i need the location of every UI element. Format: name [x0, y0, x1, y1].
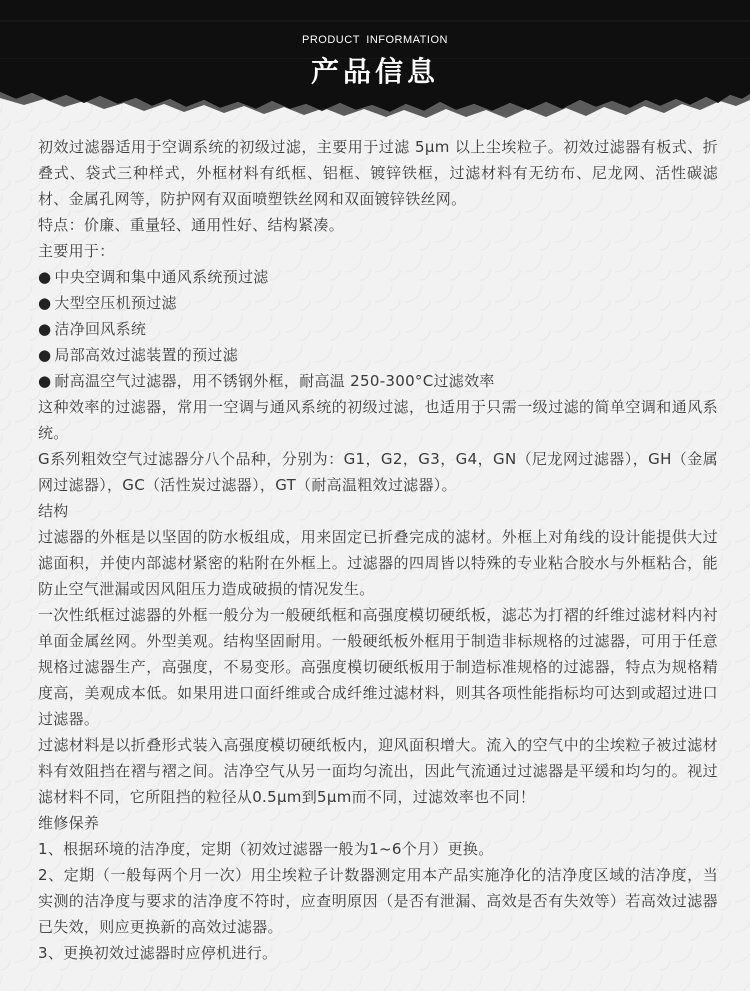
header-banner	[0, 0, 750, 120]
paper-frame-paragraph: 一次性纸框过滤器的外框一般分为一般硬纸框和高强度模切硬纸板，滤芯为打褶的纤维过滤材料内衬单面金属丝网。外型美观。结构坚固耐用。一般硬纸板外框用于制造非标规格的过滤器，可用于任意规格过滤器生产，高强度，不易变形。高强度模切硬纸板用于制造标准规格的过滤器，特点为规格精度高，美观成本低。如果用进口面纤维或合成纤维过滤材料，则其各项性能指标均可达到或超过进口过滤器。	[38, 606, 718, 728]
structure-paragraph: 过滤器的外框是以坚固的防水板组成，用来固定已折叠完成的滤材。外框上对角线的设计能提供大过滤面积，并使内部滤材紧密的粘附在外框上。过滤器的四周皆以特殊的专业粘合胶水与外框粘合，能防止空气泄漏或因风阻压力造成破损的情况发生。	[38, 528, 718, 598]
uses-heading: 主要用于：	[38, 242, 115, 260]
structure-heading: 结构	[38, 502, 69, 520]
banner-title: 产品信息	[310, 55, 439, 88]
maintenance-heading: 维修保养	[38, 814, 100, 832]
filter-material-paragraph: 过滤材料是以折叠形式装入高强度模切硬纸板内，迎风面积增大。流入的空气中的尘埃粒子被过滤材料有效阻挡在褶与褶之间。洁净空气从另一面均匀流出，因此气流通过过滤器是平缓和均匀的。视过滤材料不同，它所阻挡的粒径从0.5μm到5μm而不同，过滤效率也不同！	[38, 736, 718, 806]
maintenance-item: 1、根据环境的洁净度，定期（初效过滤器一般为1~6个月）更换。	[38, 840, 494, 858]
intro-paragraph: 初效过滤器适用于空调系统的初级过滤，主要用于过滤 5μm 以上尘埃粒子。初效过滤器有板式、折叠式、袋式三种样式，外框材料有纸框、铝框、镀锌铁框，过滤材料有无纺布、尼龙网、活性碳滤材、金属孔网等，防护网有双面喷塑铁丝网和双面镀锌铁丝网。	[38, 138, 718, 208]
maintenance-item: 3、更换初效过滤器时应停机进行。	[38, 944, 278, 962]
use-item: ● 耐高温空气过滤器，用不锈钢外框，耐高温 250-300°C过滤效率	[38, 368, 718, 394]
use-item: ● 大型空压机预过滤	[38, 290, 718, 316]
use-item: ● 局部高效过滤装置的预过滤	[38, 342, 718, 368]
g-series-paragraph: G系列粗效空气过滤器分八个品种，分别为：G1，G2，G3，G4，GN（尼龙网过滤器），GH（金属网过滤器），GC（活性炭过滤器），GT（耐高温粗效过滤器）。	[38, 450, 718, 494]
use-item: ● 中央空调和集中通风系统预过滤	[38, 264, 718, 290]
banner-subtitle: PRODUCT INFORMATION	[302, 34, 448, 46]
features-line: 特点：价廉、重量轻、通用性好、结构紧凑。	[38, 216, 345, 234]
use-item: ● 洁净回风系统	[38, 316, 718, 342]
efficiency-paragraph: 这种效率的过滤器，常用一空调与通风系统的初级过滤，也适用于只需一级过滤的简单空调和通风系统。	[38, 398, 718, 442]
product-description	[38, 134, 718, 966]
maintenance-item: 2、定期（一般每两个月一次）用尘埃粒子计数器测定用本产品实施净化的洁净度区域的洁净度，当实测的洁净度与要求的洁净度不符时，应查明原因（是否有泄漏、高效是否有失效等）若高效过滤器已失效，则应更换新的高效过滤器。	[38, 866, 718, 936]
